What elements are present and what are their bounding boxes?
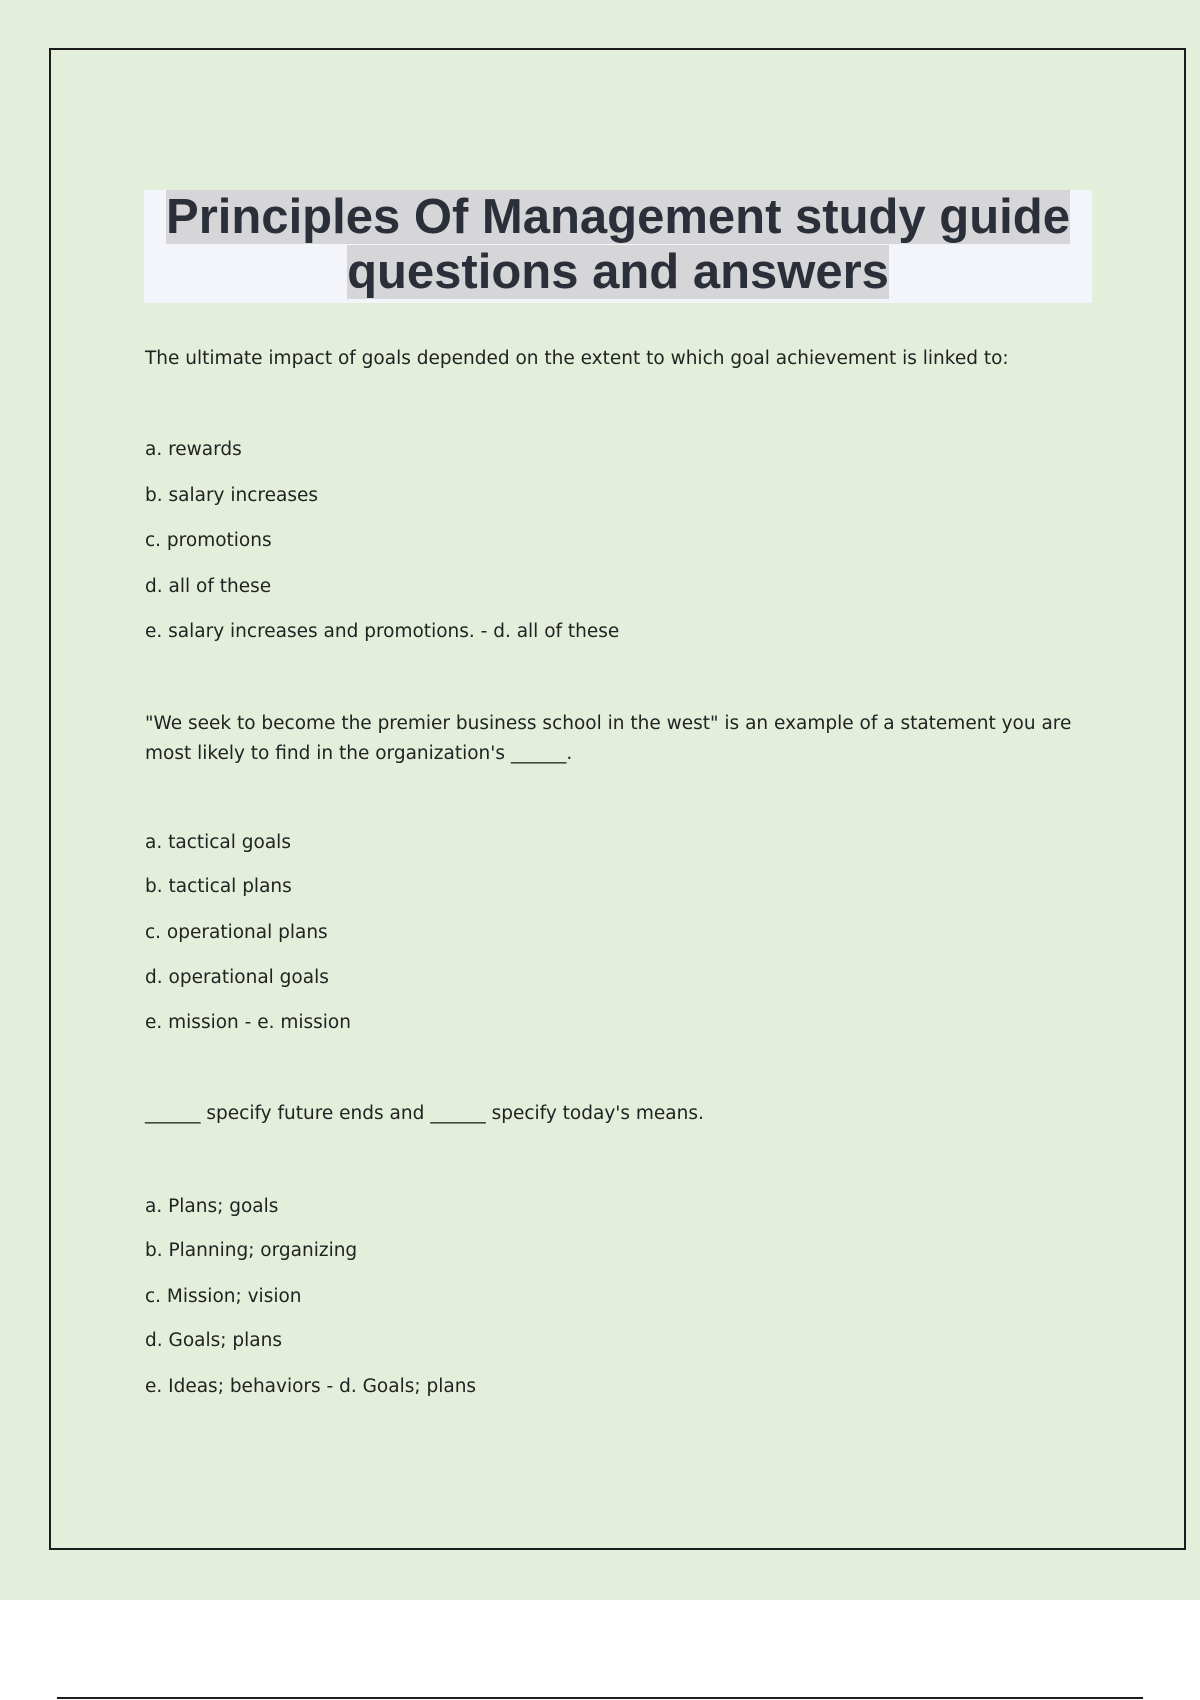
answer-option: a. rewards	[145, 439, 242, 460]
answer-option: e. Ideas; behaviors - d. Goals; plans	[145, 1376, 477, 1397]
answer-option: a. Plans; goals	[145, 1196, 279, 1217]
answer-option: c. operational plans	[145, 922, 328, 943]
answer-option: e. mission - e. mission	[145, 1012, 351, 1033]
answer-option: a. tactical goals	[145, 832, 291, 853]
answer-option: d. operational goals	[145, 967, 329, 988]
answer-option: c. Mission; vision	[145, 1286, 302, 1307]
document-title: Principles Of Management study guide questions and answers	[166, 190, 1070, 299]
answer-option: b. Planning; organizing	[145, 1240, 358, 1261]
title-banner	[144, 190, 1092, 303]
answer-option: b. tactical plans	[145, 876, 292, 897]
answer-option: c. promotions	[145, 530, 272, 551]
question-prompt: ______ specify future ends and ______ specify today's means.	[145, 1103, 704, 1124]
answer-option: e. salary increases and promotions. - d. all of these	[145, 621, 620, 642]
question-prompt: "We seek to become the premier business school in the west" is an example of a statement you are most likely to find in the organization's ______.	[145, 713, 1072, 764]
answer-option: d. Goals; plans	[145, 1330, 282, 1351]
footer-divider	[57, 1697, 1143, 1699]
answer-option: b. salary increases	[145, 485, 319, 506]
question-prompt: The ultimate impact of goals depended on the extent to which goal achievement is linked to:	[145, 348, 1009, 369]
answer-option: d. all of these	[145, 576, 272, 597]
